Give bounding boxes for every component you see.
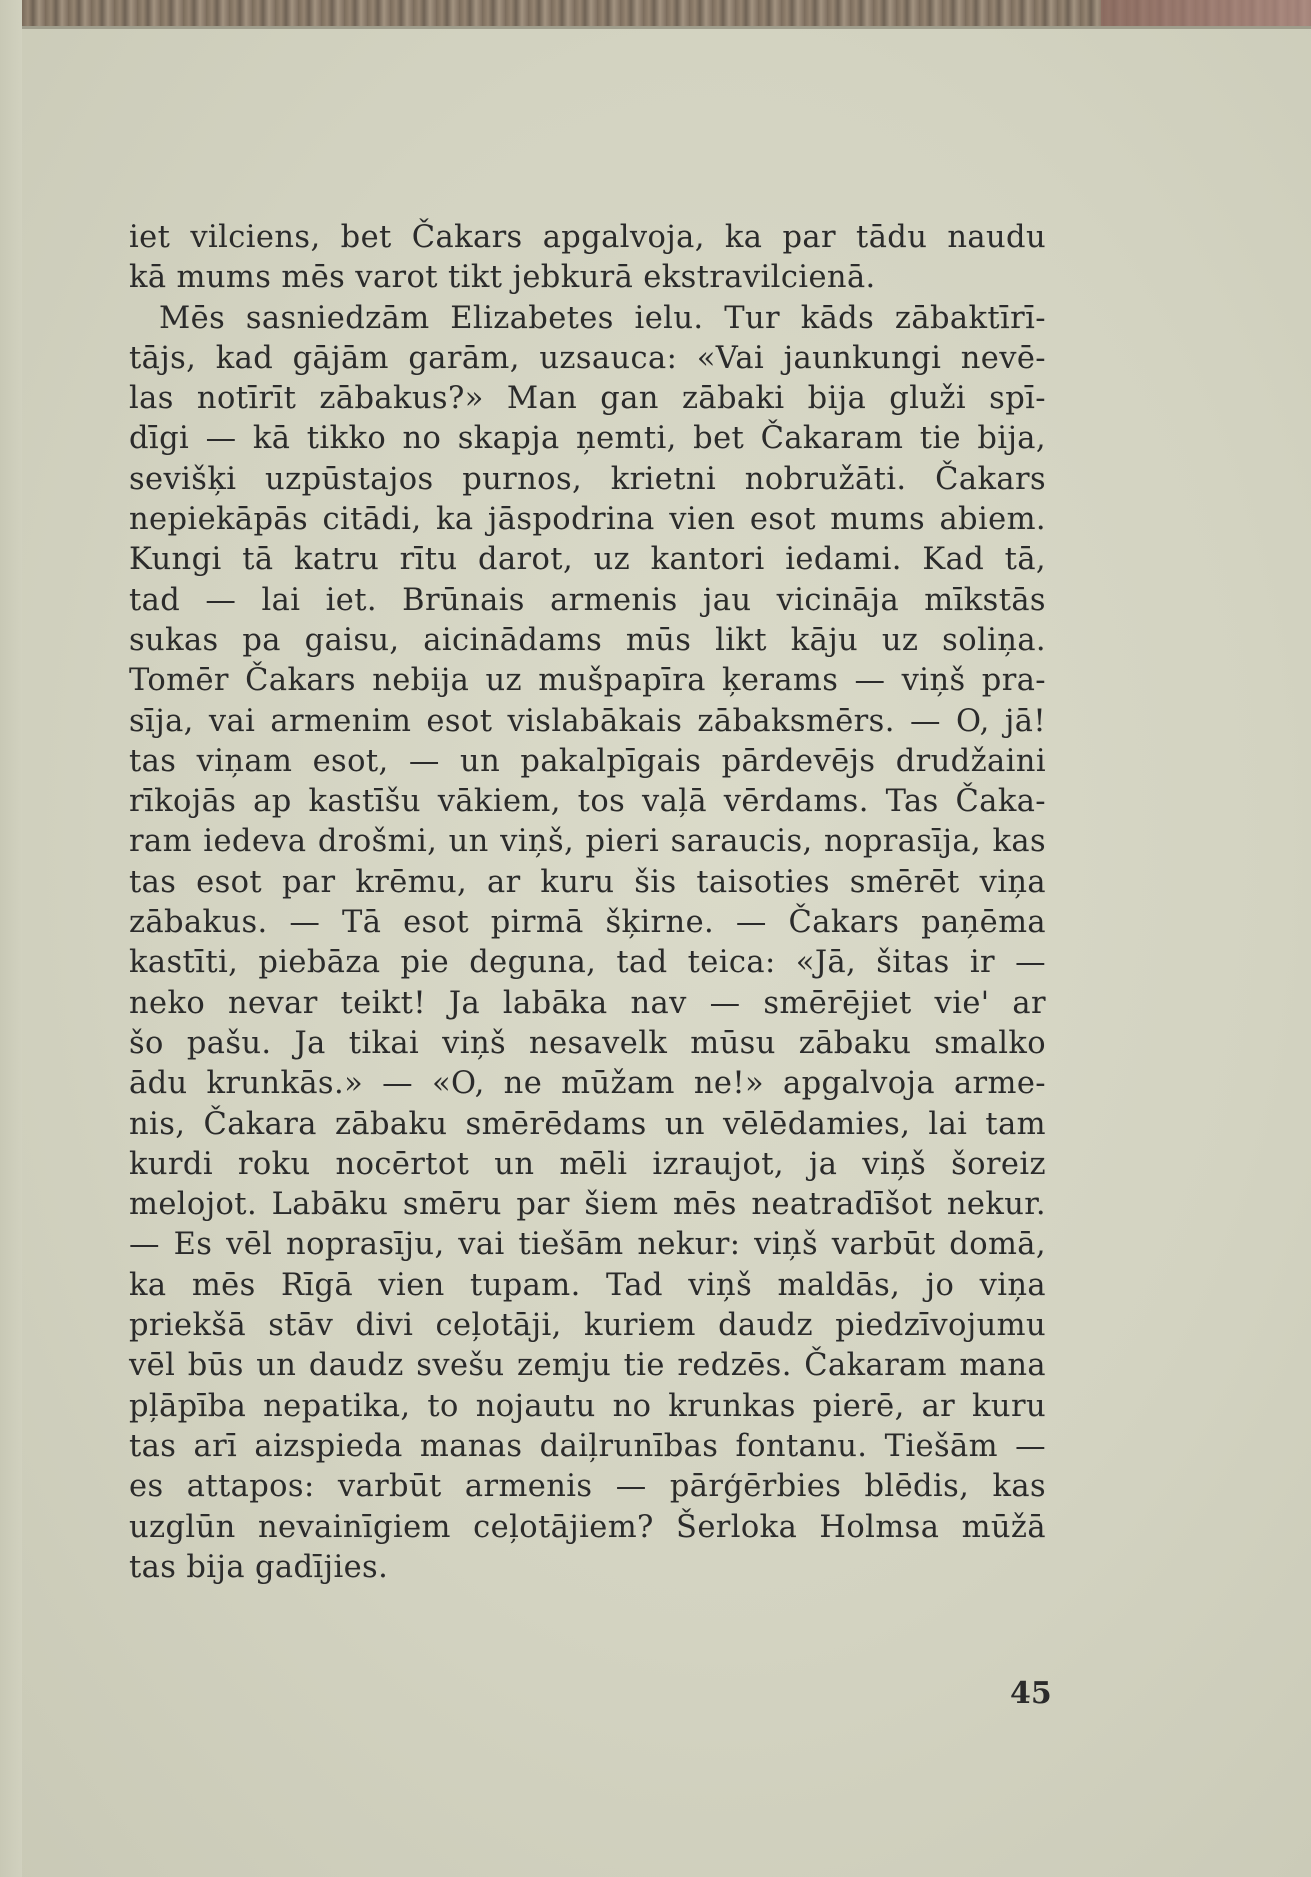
text-line: rīkojās ap kastīšu vākiem, tos vaļā vērdams. Tas Čaka-	[129, 784, 1046, 820]
text-line: neko nevar teikt! Ja labāka nav — smērējiet vie' ar	[129, 985, 1046, 1021]
text-line: tājs, kad gājām garām, uzsauca: «Vai jaunkungi nevē-	[129, 340, 1046, 376]
text-line: tas viņam esot, — un pakalpīgais pārdevējs drudžaini	[129, 743, 1046, 779]
text-line: vēl būs un daudz svešu zemju tie redzēs. Čakaram mana	[129, 1348, 1046, 1384]
text-line: sukas pa gaisu, aicinādams mūs likt kāju uz soliņa.	[129, 622, 1046, 658]
text-line: kurdi roku nocērtot un mēli izraujot, ja viņš šoreiz	[129, 1146, 1046, 1182]
text-line: ādu krunkās.» — «O, ne mūžam ne!» apgalvoja arme-	[129, 1066, 1046, 1102]
text-line: tas arī aizspieda manas daiļrunības fontanu. Tiešām —	[129, 1428, 1046, 1464]
top-rule	[22, 26, 1311, 29]
text-line: zābakus. — Tā esot pirmā šķirne. — Čakars paņēma	[129, 905, 1046, 941]
body-text	[129, 218, 1046, 1588]
text-line: iet vilciens, bet Čakars apgalvoja, ka par tādu naudu	[129, 220, 1046, 255]
text-line: tas bija gadījies.	[129, 1549, 389, 1585]
text-line: las notīrīt zābakus?» Man gan zābaki bija gluži spī-	[129, 381, 1046, 417]
text-line: sīja, vai armenim esot vislabākais zābaksmērs. — O, jā!	[129, 703, 1046, 739]
text-line: Tomēr Čakars nebija uz mušpapīra ķerams — viņš pra-	[129, 663, 1046, 699]
text-line: nepiekāpās citādi, ka jāspodrina vien esot mums abiem.	[129, 502, 1046, 538]
text-line: šo pašu. Ja tikai viņš nesavelk mūsu zābaku smalko	[129, 1025, 1046, 1061]
text-line: melojot. Labāku smēru par šiem mēs neatradīšot nekur.	[129, 1187, 1046, 1223]
text-line: Mēs sasniedzām Elizabetes ielu. Tur kāds zābaktīrī-	[159, 300, 1046, 336]
page-left-edge	[0, 0, 22, 1877]
text-line: ram iedeva drošmi, un viņš, pieri saraucis, noprasīja, kas	[129, 824, 1046, 860]
page-number: 45	[1010, 1676, 1052, 1711]
decorative-top-border-right	[1101, 0, 1311, 26]
text-line: kā mums mēs varot tikt jebkurā ekstravilcienā.	[129, 260, 876, 296]
text-line: Kungi tā katru rītu darot, uz kantori iedami. Kad tā,	[129, 542, 1046, 578]
text-line: kastīti, piebāza pie deguna, tad teica: «Jā, šitas ir —	[129, 945, 1046, 981]
text-line: pļāpība nepatika, to nojautu no krunkas pierē, ar kuru	[129, 1388, 1046, 1424]
text-line: — Es vēl noprasīju, vai tiešām nekur: viņš varbūt domā,	[129, 1227, 1046, 1263]
text-line: uzglūn nevainīgiem ceļotājiem? Šerloka Holmsa mūžā	[129, 1509, 1046, 1545]
text-line: sevišķi uzpūstajos purnos, krietni nobružāti. Čakars	[129, 461, 1046, 497]
text-line: ka mēs Rīgā vien tupam. Tad viņš maldās, jo viņa	[129, 1267, 1046, 1303]
text-line: tas esot par krēmu, ar kuru šis taisoties smērēt viņa	[129, 864, 1046, 900]
text-line: dīgi — kā tikko no skapja ņemti, bet Čakaram tie bija,	[129, 421, 1046, 457]
text-line: es attapos: varbūt armenis — pārģērbies blēdis, kas	[129, 1469, 1046, 1505]
text-line: nis, Čakara zābaku smērēdams un vēlēdamies, lai tam	[129, 1106, 1046, 1142]
text-line: priekšā stāv divi ceļotāji, kuriem daudz piedzīvojumu	[129, 1308, 1046, 1344]
text-line: tad — lai iet. Brūnais armenis jau vicināja mīkstās	[129, 582, 1046, 618]
